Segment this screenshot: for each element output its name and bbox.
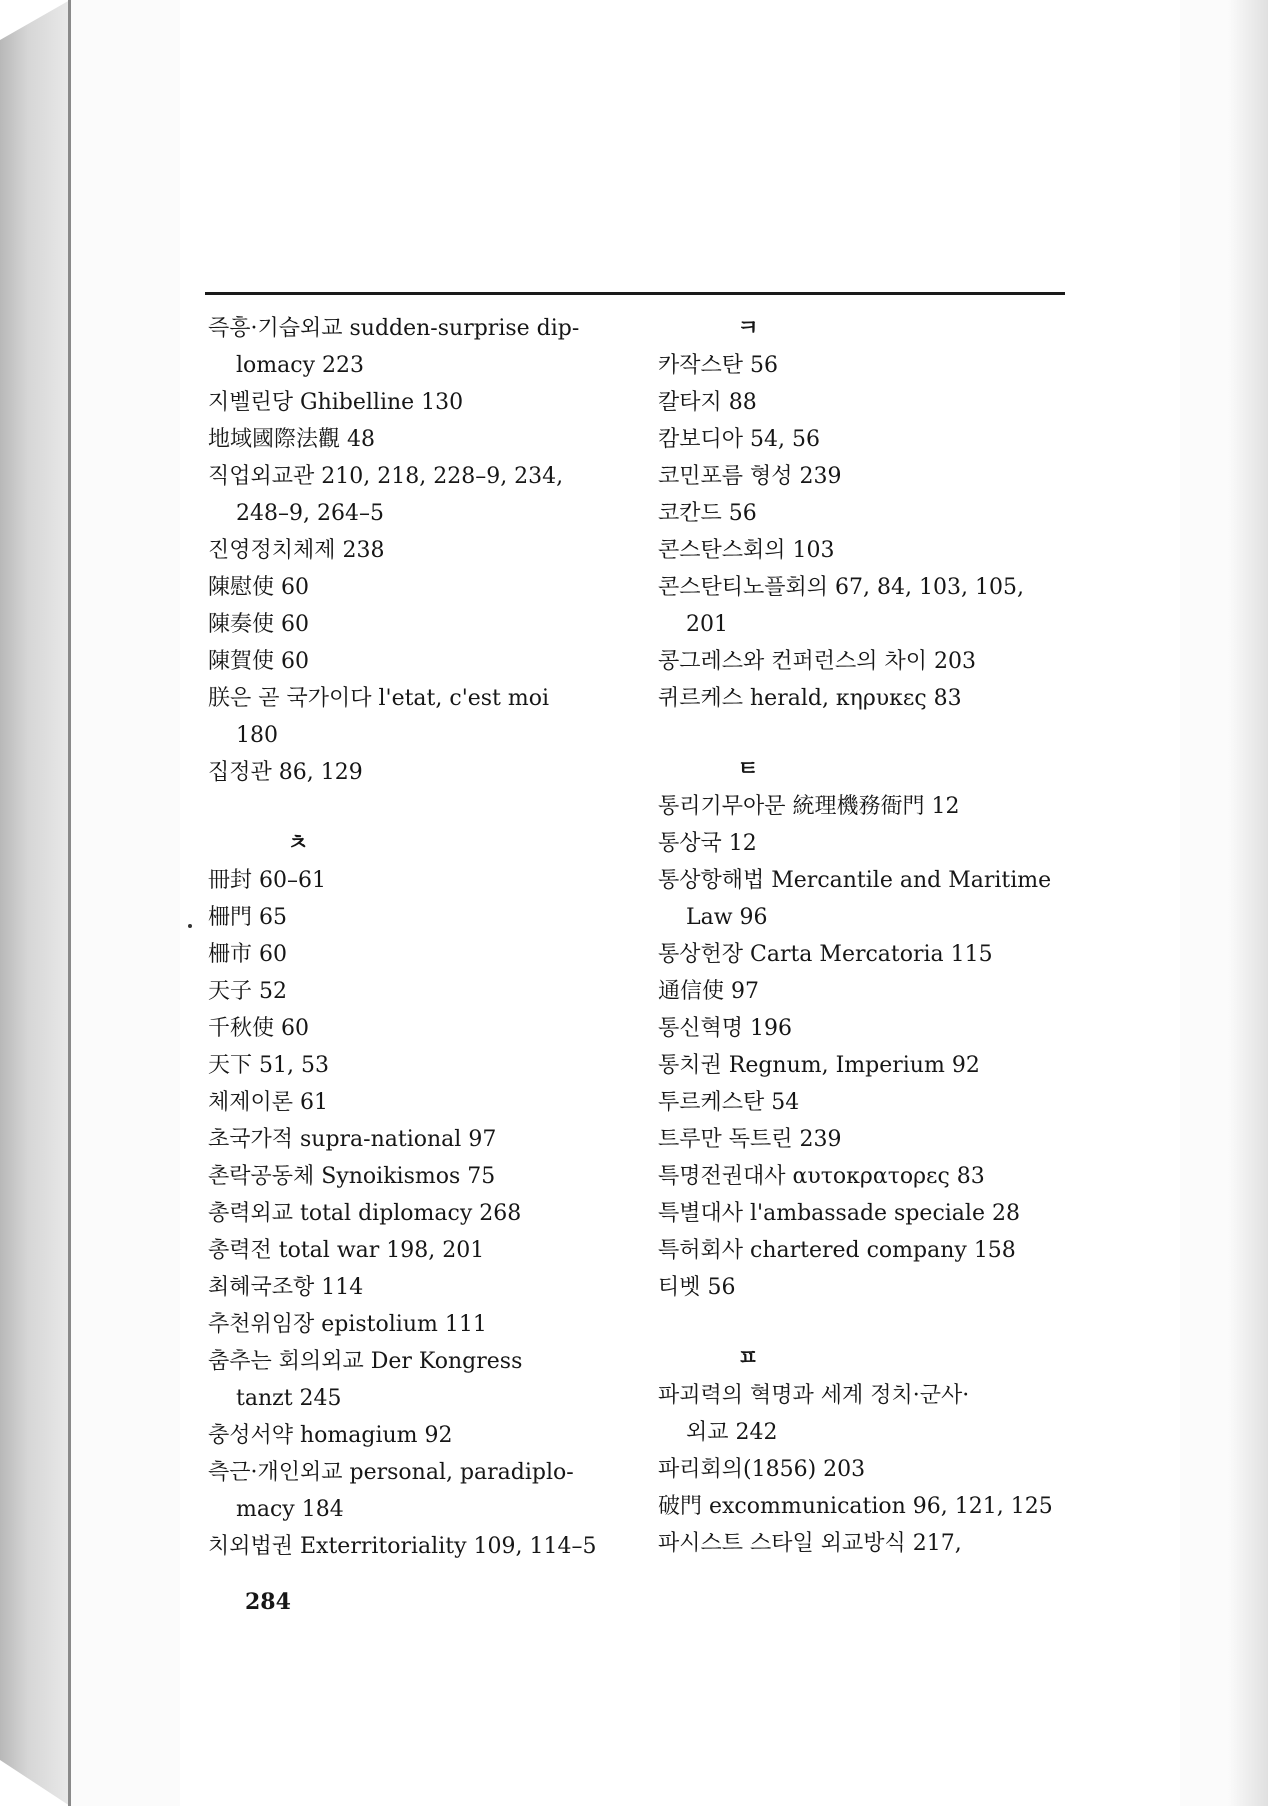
index-entry	[658, 1047, 1078, 1084]
index-entry-text: 콩그레스와 컨퍼런스의 차이 203	[658, 649, 976, 674]
index-entry	[658, 569, 1078, 643]
index-entry	[658, 347, 1078, 384]
index-entry-text: 측근·개인외교 personal, paradiplo-	[208, 1460, 574, 1485]
index-entry	[658, 862, 1078, 936]
index-entry-text: 티벳 56	[658, 1275, 736, 1300]
index-entry	[658, 788, 1078, 825]
index-entry	[658, 532, 1078, 569]
index-entry	[658, 680, 1078, 717]
book-spine	[0, 0, 70, 1806]
index-entry	[208, 973, 628, 1010]
index-entry	[208, 680, 628, 754]
index-entry	[208, 1010, 628, 1047]
index-entry	[208, 532, 628, 569]
index-entry	[658, 1377, 1078, 1451]
index-entry-text: 즉흥·기습외교 sudden-surprise dip-	[208, 316, 580, 341]
index-entry-text: 캄보디아 54, 56	[658, 427, 820, 452]
index-entry-text: 체제이론 61	[208, 1090, 328, 1115]
index-entry-text: 朕은 곧 국가이다 l'etat, c'est moi	[208, 686, 550, 711]
index-entry-text: 陳奏使 60	[208, 612, 309, 637]
index-entry-text: 지벨린당 Ghibelline 130	[208, 390, 464, 415]
index-entry	[208, 1528, 628, 1565]
index-entry	[658, 421, 1078, 458]
index-entry	[658, 643, 1078, 680]
index-entry-text: 파시스트 스타일 외교방식 217,	[658, 1531, 962, 1556]
index-entry	[658, 825, 1078, 862]
index-entry-text: 柵市 60	[208, 942, 287, 967]
index-entry	[208, 1084, 628, 1121]
index-entry-text: 총력외교 total diplomacy 268	[208, 1201, 522, 1226]
index-entry-text: 트루만 독트린 239	[658, 1127, 842, 1152]
index-entry-text: 코칸드 56	[658, 501, 757, 526]
index-entry	[208, 643, 628, 680]
index-entry-text: 퀴르케스 herald, κηρυκες 83	[658, 686, 962, 711]
left-column	[208, 310, 628, 1565]
index-entry-text: 통리기무아문 統理機務衙門 12	[658, 794, 960, 819]
index-entry	[208, 1047, 628, 1084]
index-entry-text: 通信使 97	[658, 979, 759, 1004]
index-entry	[658, 1084, 1078, 1121]
index-entry	[208, 310, 628, 384]
index-entry-text: 통상헌장 Carta Mercatoria 115	[658, 942, 993, 967]
page-number: 284	[245, 1589, 291, 1615]
index-entry-text: 파리회의(1856) 203	[658, 1457, 866, 1482]
index-entry-text: 地域國際法觀 48	[208, 427, 375, 452]
index-entry	[208, 384, 628, 421]
index-entry	[658, 1232, 1078, 1269]
index-entry-text: 破門 excommunication 96, 121, 125	[658, 1494, 1053, 1519]
index-entry-continuation: 180	[236, 723, 278, 748]
index-entry	[658, 1158, 1078, 1195]
index-entry-text: 千秋使 60	[208, 1016, 309, 1041]
index-entry-text: 陳慰使 60	[208, 575, 309, 600]
index-entry-text: 코민포름 형성 239	[658, 464, 842, 489]
index-entry-continuation: macy 184	[236, 1497, 344, 1522]
index-entry	[658, 1195, 1078, 1232]
index-entry-text: 天下 51, 53	[208, 1053, 329, 1078]
index-entry	[208, 754, 628, 791]
index-entry	[658, 1121, 1078, 1158]
index-entry-text: 직업외교관 210, 218, 228–9, 234,	[208, 464, 564, 489]
index-entry	[658, 1525, 1078, 1562]
index-entry-text: 추천위임장 epistolium 111	[208, 1312, 487, 1337]
index-entry	[208, 899, 628, 936]
section-heading-t: ㅌ	[737, 756, 759, 782]
index-entry-text: 통치권 Regnum, Imperium 92	[658, 1053, 980, 1078]
index-entry	[658, 936, 1078, 973]
index-entry	[658, 458, 1078, 495]
index-entry-continuation: 201	[686, 612, 728, 637]
index-entry	[658, 1451, 1078, 1488]
index-entry	[208, 1269, 628, 1306]
index-entry	[208, 1158, 628, 1195]
index-entry-continuation: tanzt 245	[236, 1386, 342, 1411]
index-entry-text: 柵門 65	[208, 905, 287, 930]
index-entry	[658, 973, 1078, 1010]
index-entry-text: 콘스탄티노플회의 67, 84, 103, 105,	[658, 575, 1024, 600]
index-entry	[208, 936, 628, 973]
index-entry	[208, 1232, 628, 1269]
index-entry	[208, 1195, 628, 1232]
index-entry-text: 파괴력의 혁명과 세계 정치·군사·	[658, 1383, 970, 1408]
index-entry	[208, 1306, 628, 1343]
index-entry	[208, 862, 628, 899]
index-entry	[208, 569, 628, 606]
index-entry-text: 초국가적 supra-national 97	[208, 1127, 497, 1152]
index-entry-text: 춤추는 회의외교 Der Kongress	[208, 1349, 523, 1374]
index-entry-text: 최혜국조항 114	[208, 1275, 364, 1300]
right-entries-t	[658, 788, 1078, 1306]
index-entry-text: 통상국 12	[658, 831, 757, 856]
index-entry-text: 天子 52	[208, 979, 287, 1004]
index-entry-text: 특명전권대사 αυτοκρατορες 83	[658, 1164, 985, 1189]
index-entry-text: 통상항해법 Mercantile and Maritime	[658, 868, 1052, 893]
page-edge-shadow	[1228, 0, 1268, 1806]
right-entries-k	[658, 347, 1078, 717]
index-entry	[208, 458, 628, 532]
index-entry-continuation: lomacy 223	[236, 353, 364, 378]
index-entry-text: 촌락공동체 Synoikismos 75	[208, 1164, 496, 1189]
index-entry-text: 특허회사 chartered company 158	[658, 1238, 1016, 1263]
index-entry-text: 진영정치체제 238	[208, 538, 385, 563]
section-heading-ch: ㅊ	[287, 830, 309, 856]
index-entry	[658, 495, 1078, 532]
index-entry	[208, 421, 628, 458]
section-heading-p: ㅍ	[737, 1345, 759, 1371]
left-entries-a	[208, 310, 628, 791]
index-entry	[208, 1121, 628, 1158]
index-entry-text: 집정관 86, 129	[208, 760, 363, 785]
right-column	[658, 310, 1078, 1562]
index-entry-text: 陳賀使 60	[208, 649, 309, 674]
index-entry-text: 칼타지 88	[658, 390, 757, 415]
right-entries-p	[658, 1377, 1078, 1562]
index-entry-continuation: 248–9, 264–5	[236, 501, 384, 526]
index-entry-text: 콘스탄스회의 103	[658, 538, 835, 563]
index-entry-continuation: 외교 242	[686, 1420, 778, 1445]
index-entry-text: 카작스탄 56	[658, 353, 778, 378]
index-entry	[658, 1269, 1078, 1306]
index-entry	[208, 606, 628, 643]
index-entry-text: 충성서약 homagium 92	[208, 1423, 453, 1448]
index-entry	[208, 1343, 628, 1417]
index-entry	[658, 1488, 1078, 1525]
index-entry-text: 치외법권 Exterritoriality 109, 114–5	[208, 1534, 597, 1559]
index-entry-text: 총력전 total war 198, 201	[208, 1238, 485, 1263]
section-heading-k: ㅋ	[737, 315, 759, 341]
header-rule	[205, 292, 1065, 295]
index-entry	[208, 1454, 628, 1528]
index-entry	[658, 384, 1078, 421]
index-entry-text: 특별대사 l'ambassade speciale 28	[658, 1201, 1020, 1226]
index-entry-text: 투르케스탄 54	[658, 1090, 800, 1115]
index-entry-continuation: Law 96	[686, 905, 768, 930]
index-entry	[208, 1417, 628, 1454]
index-entry-text: 통신혁명 196	[658, 1016, 792, 1041]
stray-mark	[188, 924, 192, 928]
left-entries-b	[208, 862, 628, 1565]
index-entry	[658, 1010, 1078, 1047]
index-entry-text: 冊封 60–61	[208, 868, 326, 893]
